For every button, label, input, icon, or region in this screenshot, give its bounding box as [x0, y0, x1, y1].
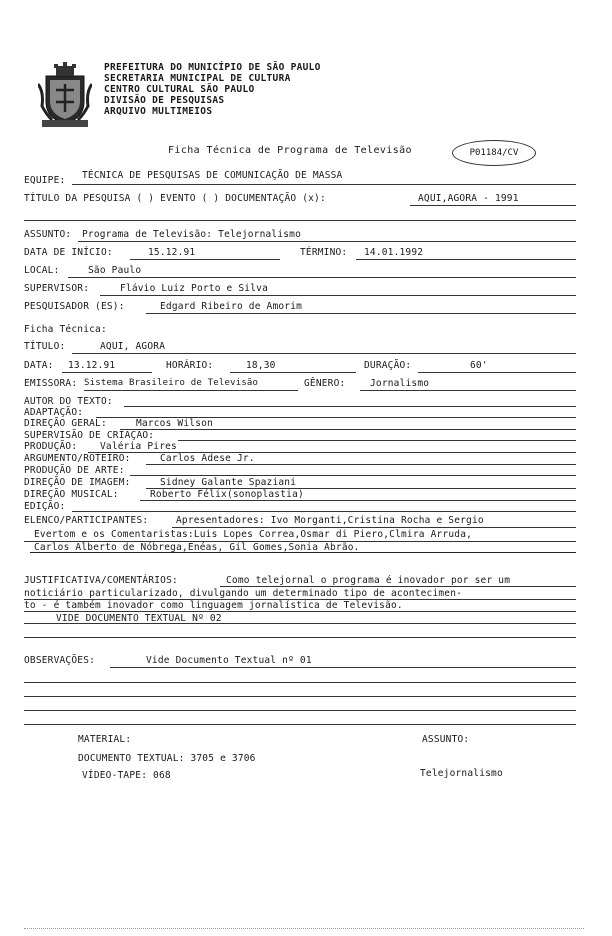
material-line-1: DOCUMENTO TEXTUAL: 3705 e 3706	[78, 753, 256, 764]
data-inicio-label: DATA DE INÍCIO:	[24, 247, 113, 258]
city-crest-icon	[38, 62, 92, 128]
emissora-value: Sistema Brasileiro de Televisão	[84, 378, 259, 388]
horario-label: HORÁRIO:	[166, 360, 214, 371]
horario-value: 18,30	[246, 360, 276, 371]
emissora-label: EMISSORA:	[24, 378, 78, 389]
scan-edge	[24, 928, 584, 929]
justificativa-line-2: noticiário particularizado, divulgando um determinado tipo de acontecimen-	[24, 588, 463, 599]
supervisor-value: Flávio Luiz Porto e Silva	[120, 283, 268, 294]
assunto-label: ASSUNTO:	[24, 229, 72, 240]
elenco-label: ELENCO/PARTICIPANTES:	[24, 515, 149, 526]
titulo-label: TÍTULO:	[24, 341, 66, 352]
justificativa-line-1: Como telejornal o programa é inovador por ser um	[226, 575, 511, 586]
ficha-tecnica-label: Ficha Técnica:	[24, 324, 107, 335]
direcao-musical-label: DIREÇÃO MUSICAL:	[24, 489, 119, 500]
adaptacao-label: ADAPTAÇÃO:	[24, 407, 84, 418]
argumento-roteiro-value: Carlos Adese Jr.	[160, 453, 255, 464]
pesquisador-value: Edgard Ribeiro de Amorim	[160, 301, 303, 312]
direcao-imagem-label: DIREÇÃO DE IMAGEM:	[24, 477, 131, 488]
termino-label: TÉRMINO:	[300, 247, 348, 258]
equipe-label: EQUIPE:	[24, 175, 66, 186]
form-title: Ficha Técnica de Programa de Televisão	[168, 145, 412, 156]
direcao-geral-label: DIREÇÃO GERAL:	[24, 418, 107, 429]
header-line-3: CENTRO CULTURAL SÃO PAULO	[104, 84, 255, 95]
data-label: DATA:	[24, 360, 54, 371]
justificativa-label: JUSTIFICATIVA/COMENTÁRIOS:	[24, 575, 178, 586]
equipe-value: TÉCNICA DE PESQUISAS DE COMUNICAÇÃO DE MASSA	[82, 170, 343, 181]
duracao-value: 60'	[470, 360, 488, 371]
direcao-imagem-value: Sidney Galante Spaziani	[160, 477, 297, 488]
header-line-4: DIVISÃO DE PESQUISAS	[104, 95, 225, 106]
termino-value: 14.01.1992	[364, 247, 424, 258]
titulo-pesquisa-value: AQUI,AGORA - 1991	[418, 193, 519, 204]
material-label: MATERIAL:	[78, 734, 132, 745]
observacoes-label: OBSERVAÇÕES:	[24, 655, 96, 666]
genero-value: Jornalismo	[370, 378, 430, 389]
material-line-2: VÍDEO-TAPE: 068	[82, 770, 171, 781]
justificativa-line-3: to - é também inovador como linguagem jornalística de Televisão.	[24, 600, 403, 611]
supervisor-label: SUPERVISOR:	[24, 283, 90, 294]
direcao-musical-value: Roberto Félix(sonoplastia)	[150, 489, 304, 500]
argumento-roteiro-label: ARGUMENTO/ROTEIRO:	[24, 453, 131, 464]
supervisao-criacao-label: SUPERVISÃO DE CRIAÇÃO:	[24, 430, 155, 441]
justificativa-line-4: VIDE DOCUMENTO TEXTUAL Nº 02	[56, 613, 222, 624]
direcao-geral-value: Marcos Wilson	[136, 418, 213, 429]
elenco-line-3: Carlos Alberto de Nóbrega,Enéas, Gil Gomes,Sonia Abrão.	[34, 542, 360, 553]
local-label: LOCAL:	[24, 265, 60, 276]
assunto-value: Programa de Televisão: Telejornalismo	[82, 229, 302, 240]
titulo-value: AQUI, AGORA	[100, 341, 166, 352]
elenco-line-2: Evertom e os Comentaristas:Luis Lopes Correa,Osmar di Piero,Clmira Arruda,	[34, 529, 473, 540]
autor-texto-label: AUTOR DO TEXTO:	[24, 396, 113, 407]
header-line-1: PREFEITURA DO MUNICÍPIO DE SÃO PAULO	[104, 62, 321, 73]
data-value: 13.12.91	[68, 360, 116, 371]
assunto-footer-value: Telejornalismo	[420, 768, 503, 779]
observacoes-value: Vide Documento Textual nº 01	[146, 655, 312, 666]
duracao-label: DURAÇÃO:	[364, 360, 412, 371]
header-line-2: SECRETARIA MUNICIPAL DE CULTURA	[104, 73, 291, 84]
edicao-label: EDIÇÃO:	[24, 501, 66, 512]
archive-stamp: P01184/CV	[452, 140, 536, 166]
genero-label: GÊNERO:	[304, 378, 346, 389]
titulo-pesquisa-label: TÍTULO DA PESQUISA ( ) EVENTO ( ) DOCUMENTAÇÃO (x):	[24, 193, 326, 204]
data-inicio-value: 15.12.91	[148, 247, 196, 258]
header-line-5: ARQUIVO MULTIMEIOS	[104, 106, 213, 117]
producao-value: Valéria Pires	[100, 441, 177, 452]
elenco-line-1: Apresentadores: Ivo Morganti,Cristina Rocha e Sergio	[176, 515, 484, 526]
pesquisador-label: PESQUISADOR (ES):	[24, 301, 125, 312]
assunto-footer-label: ASSUNTO:	[422, 734, 470, 745]
local-value: São Paulo	[88, 265, 142, 276]
producao-arte-label: PRODUÇÃO DE ARTE:	[24, 465, 125, 476]
producao-label: PRODUÇÃO:	[24, 441, 78, 452]
